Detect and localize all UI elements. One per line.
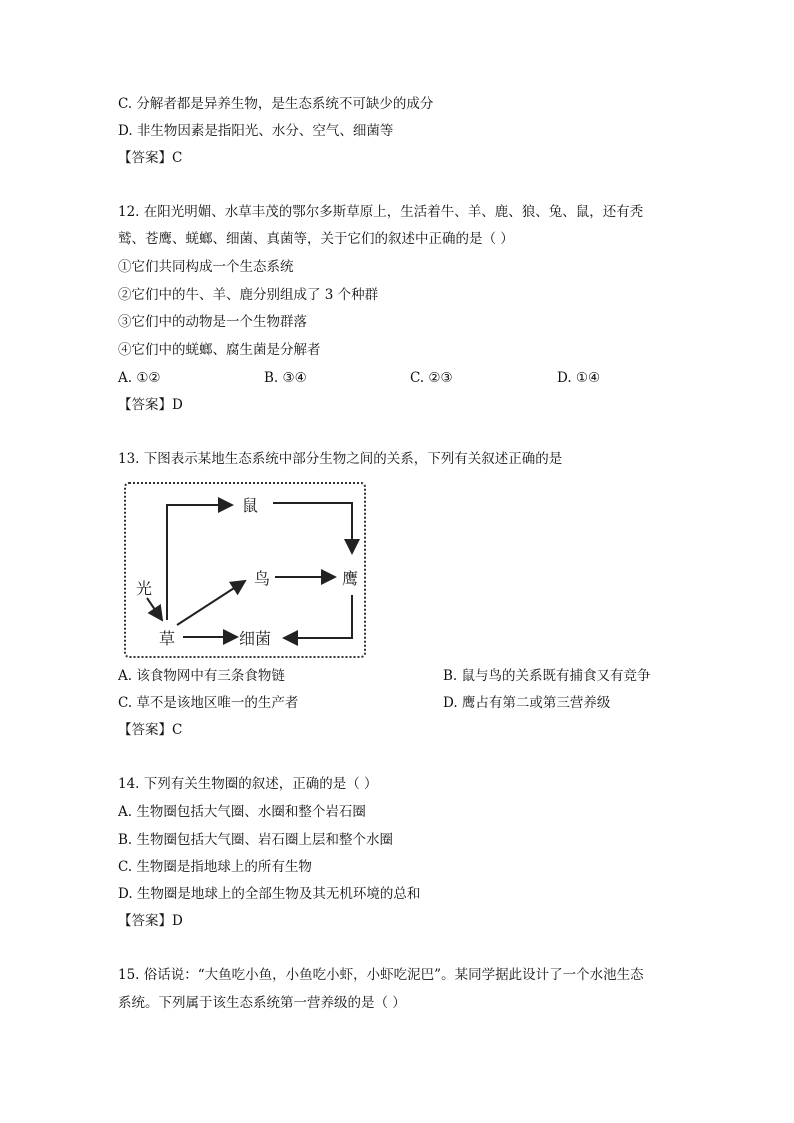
- q14-option-c: C. 生物圈是指地球上的所有生物: [118, 859, 312, 875]
- q11-answer: 【答案】C: [118, 150, 183, 166]
- q13-option-b: B. 鼠与鸟的关系既有捕食又有竞争: [443, 668, 651, 684]
- q12-stem-line1: 12. 在阳光明媚、水草丰茂的鄂尔多斯草原上，生活着牛、羊、鹿、狼、兔、鼠，还有秃: [118, 204, 644, 220]
- arrow-hawk-to-bacteria: [284, 595, 352, 638]
- q13-option-c: C. 草不是该地区唯一的生产者: [118, 695, 299, 711]
- q13-option-a: A. 该食物网中有三条食物链: [118, 668, 285, 684]
- q13-option-d: D. 鹰占有第二或第三营养级: [443, 695, 611, 711]
- node-grass: 草: [159, 629, 176, 648]
- q12-option-c: C. ②③: [410, 370, 453, 386]
- q15-stem-line1: 15. 俗话说：“大鱼吃小鱼，小鱼吃小虾，小虾吃泥巴”。某同学据此设计了一个水池生态: [118, 967, 644, 983]
- node-bacteria: 细菌: [239, 629, 272, 648]
- q14-answer: 【答案】D: [118, 913, 183, 929]
- q14-stem: 14. 下列有关生物圈的叙述，正确的是（ ）: [118, 776, 378, 792]
- node-mouse: 鼠: [242, 496, 259, 515]
- arrow-mouse-to-hawk: [273, 503, 352, 553]
- q14-option-a: A. 生物圈包括大气圈、水圈和整个岩石圈: [118, 804, 366, 820]
- q15-stem-line2: 系统。下列属于该生态系统第一营养级的是（ ）: [118, 995, 406, 1011]
- q12-answer: 【答案】D: [118, 397, 183, 413]
- q12-statement-2: ②它们中的牛、羊、鹿分别组成了 3 个种群: [118, 287, 379, 303]
- q12-statement-3: ③它们中的动物是一个生物群落: [118, 314, 307, 330]
- q13-answer: 【答案】C: [118, 722, 183, 738]
- q12-option-b: B. ③④: [264, 370, 307, 386]
- q13-stem: 13. 下图表示某地生态系统中部分生物之间的关系，下列有关叙述正确的是: [118, 451, 563, 467]
- q12-statement-4: ④它们中的蜣螂、腐生菌是分解者: [118, 342, 321, 358]
- arrow-light-to-grass: [147, 598, 162, 620]
- arrow-grass-to-mouse: [167, 505, 232, 620]
- arrow-grass-to-bird: [177, 581, 245, 625]
- q12-option-d: D. ①④: [557, 370, 601, 386]
- node-light: 光: [136, 579, 153, 598]
- node-hawk: 鹰: [342, 569, 359, 588]
- q11-option-c: C. 分解者都是异养生物，是生态系统不可缺少的成分: [118, 96, 434, 112]
- q12-statement-1: ①它们共同构成一个生态系统: [118, 259, 294, 275]
- q11-option-d: D. 非生物因素是指阳光、水分、空气、细菌等: [118, 123, 394, 139]
- q12-option-a: A. ①②: [118, 370, 161, 386]
- food-web-diagram: [122, 480, 368, 660]
- node-bird: 鸟: [254, 569, 271, 588]
- q12-stem-line2: 鹫、苍鹰、蜣螂、细菌、真菌等，关于它们的叙述中正确的是（ ）: [118, 231, 514, 247]
- q14-option-b: B. 生物圈包括大气圈、岩石圈上层和整个水圈: [118, 832, 394, 848]
- q14-option-d: D. 生物圈是地球上的全部生物及其无机环境的总和: [118, 886, 421, 902]
